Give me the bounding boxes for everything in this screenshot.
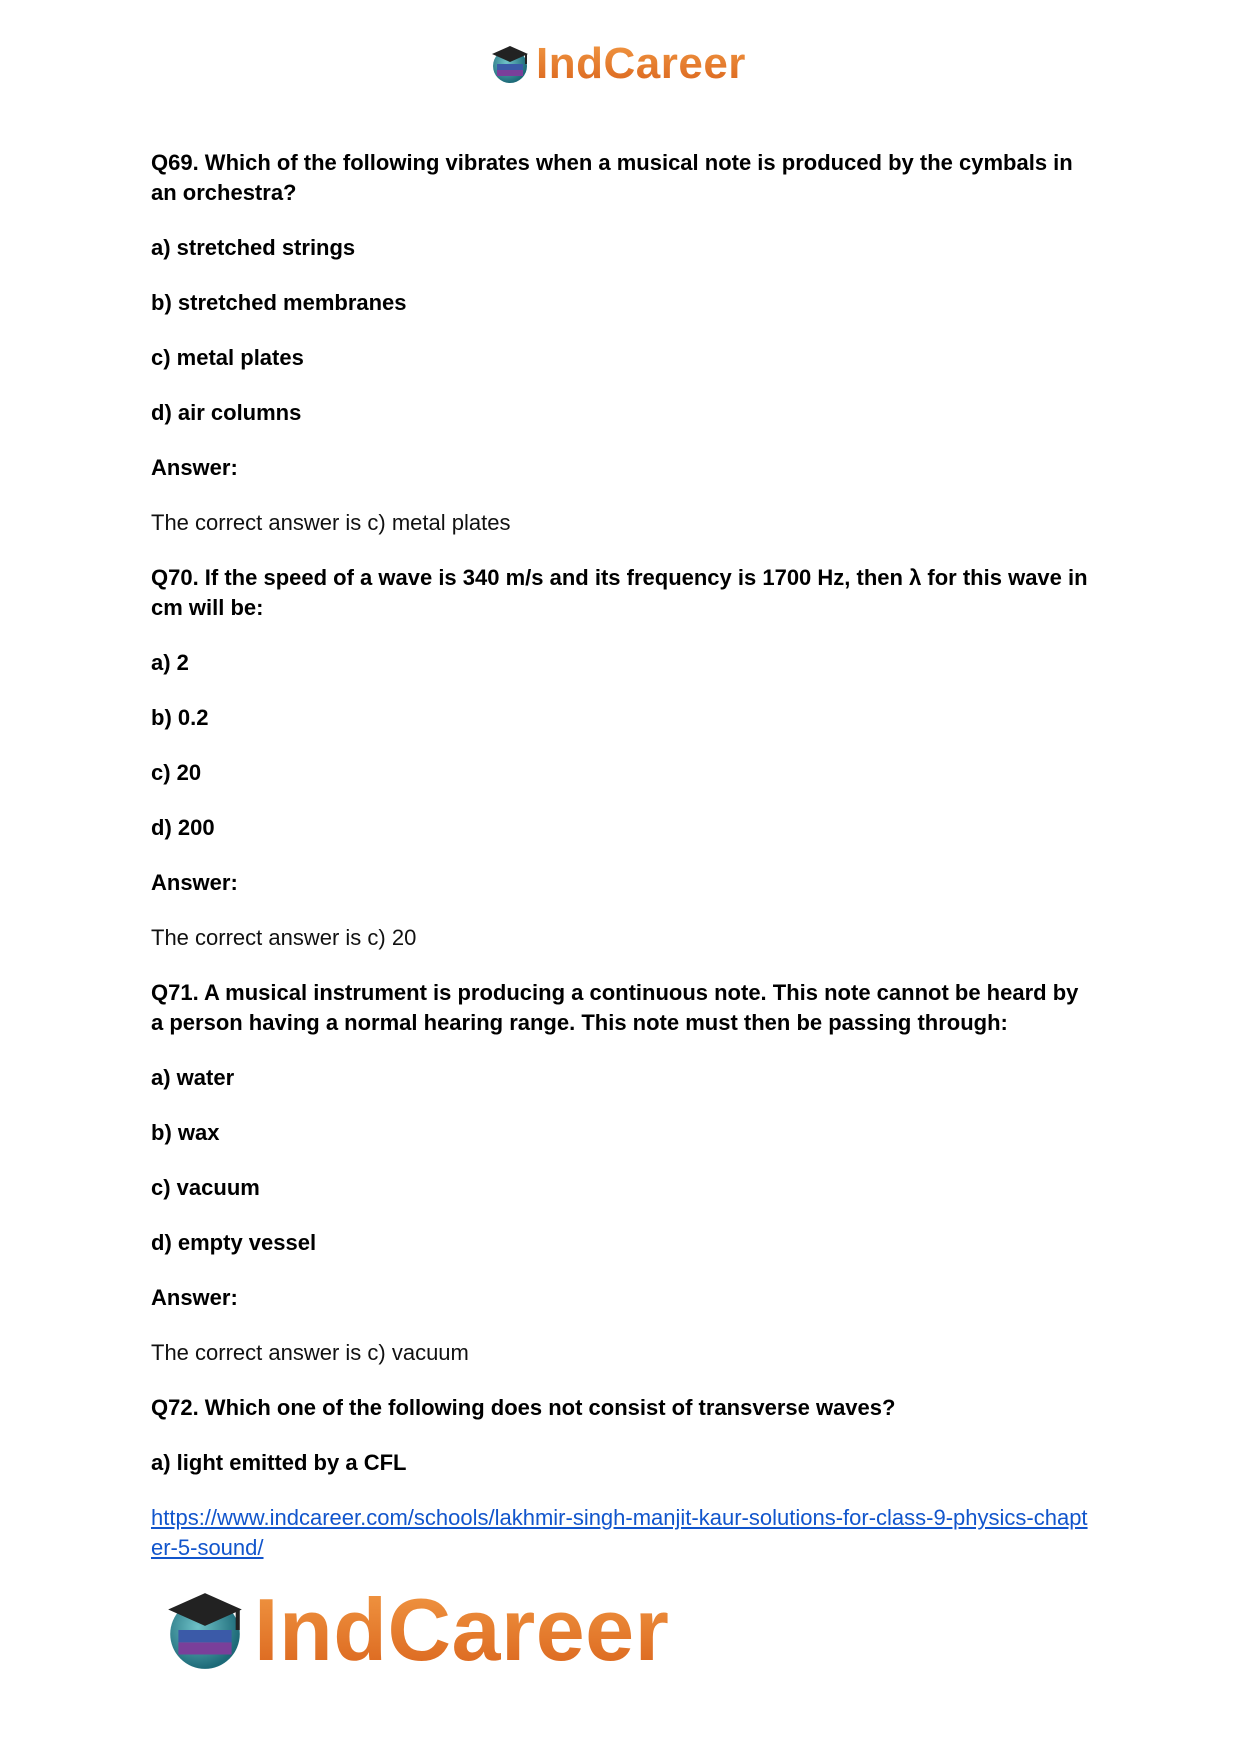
- brand-name: IndCareer: [254, 1580, 670, 1679]
- answer-text: The correct answer is c) 20: [151, 925, 417, 950]
- source-link[interactable]: https://www.indcareer.com/schools/lakhmir-singh-manjit-kaur-solutions-for-class-9-physics-chapter-5-sound/: [151, 1505, 1088, 1560]
- option-item: a) stretched strings: [151, 235, 356, 260]
- option-item: b) wax: [151, 1120, 220, 1145]
- brand-name: IndCareer: [536, 39, 746, 88]
- option-item: d) air columns: [151, 400, 302, 425]
- option-item: c) 20: [151, 760, 202, 785]
- option-item: c) metal plates: [151, 345, 304, 370]
- question-text: Q71. A musical instrument is producing a continuous note. This note cannot be heard by a person having a normal hearing range. This note must then be passing through:: [151, 980, 1079, 1035]
- option-item: a) 2: [151, 650, 189, 675]
- option-item: c) vacuum: [151, 1175, 260, 1200]
- option-item: b) stretched membranes: [151, 290, 407, 315]
- option-item: b) 0.2: [151, 705, 209, 730]
- header-logo: [488, 40, 746, 88]
- answer-text: The correct answer is c) metal plates: [151, 510, 511, 535]
- answer-label: Answer:: [151, 870, 238, 895]
- footer-logo: [160, 1580, 669, 1680]
- answer-label: Answer:: [151, 455, 238, 480]
- option-item: d) 200: [151, 815, 215, 840]
- option-item: d) empty vessel: [151, 1230, 317, 1255]
- answer-label: Answer:: [151, 1285, 238, 1310]
- question-text: Q70. If the speed of a wave is 340 m/s and its frequency is 1700 Hz, then λ for this wave in cm will be:: [151, 565, 1088, 620]
- graduation-cap-globe-icon: [160, 1585, 250, 1675]
- document-body: [151, 148, 1091, 1563]
- graduation-cap-globe-icon: [488, 42, 532, 86]
- answer-text: The correct answer is c) vacuum: [151, 1340, 469, 1365]
- option-item: a) water: [151, 1065, 235, 1090]
- question-text: Q72. Which one of the following does not consist of transverse waves?: [151, 1395, 896, 1420]
- question-text: Q69. Which of the following vibrates when a musical note is produced by the cymbals in an orchestra?: [151, 150, 1073, 205]
- option-item: a) light emitted by a CFL: [151, 1450, 407, 1475]
